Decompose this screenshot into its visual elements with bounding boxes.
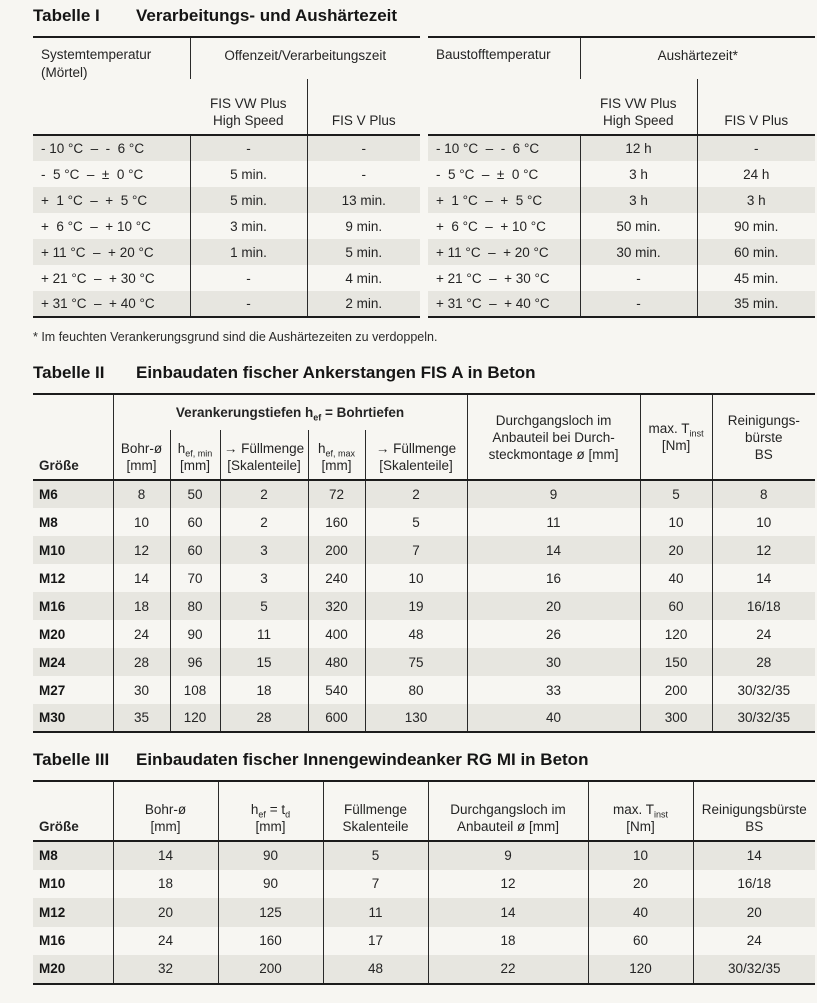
cell-value: 35 bbox=[113, 704, 170, 732]
cell-value: 12 bbox=[712, 536, 815, 564]
cell-value: 9 bbox=[467, 480, 640, 508]
col-header-aushaertezeit: Aushärtezeit* bbox=[580, 37, 815, 79]
cell-value: 1 min. bbox=[190, 239, 307, 265]
cell-value: 540 bbox=[308, 676, 365, 704]
cell-value: 50 bbox=[170, 480, 220, 508]
table-row bbox=[428, 291, 815, 317]
table3-body bbox=[33, 841, 815, 984]
cell-value: 11 bbox=[323, 898, 428, 927]
col-header-systemtemperatur: Systemtemperatur (Mörtel) bbox=[41, 47, 152, 80]
cell-value: 5 bbox=[365, 508, 467, 536]
cell-value: 160 bbox=[218, 927, 323, 956]
cell-value: 28 bbox=[113, 648, 170, 676]
col-header-hef-min: $h_{ef, min}$ [mm] bbox=[170, 430, 220, 480]
cell-value: 4 min. bbox=[307, 265, 420, 291]
cell-value: 300 bbox=[640, 704, 712, 732]
cell-value: 24 bbox=[693, 927, 815, 956]
cell-value: 40 bbox=[467, 704, 640, 732]
cell-value: 30/32/35 bbox=[712, 704, 815, 732]
table-row bbox=[33, 955, 815, 984]
table2-header bbox=[33, 394, 815, 480]
cell-value: - bbox=[190, 291, 307, 317]
cell-value: 60 min. bbox=[697, 239, 815, 265]
cell-value: 30/32/35 bbox=[712, 676, 815, 704]
cell-value: 18 bbox=[220, 676, 308, 704]
table1-right-header bbox=[428, 37, 815, 135]
table-row bbox=[33, 870, 815, 899]
row-label: + 1 °C – + 5 °C bbox=[41, 192, 148, 208]
cell-value: 16/18 bbox=[712, 592, 815, 620]
cell-value: 60 bbox=[640, 592, 712, 620]
cell-value: 30 min. bbox=[580, 239, 697, 265]
row-label: M20 bbox=[39, 626, 66, 642]
cell-value: 2 min. bbox=[307, 291, 420, 317]
table-row bbox=[428, 239, 815, 265]
cell-value: 5 min. bbox=[190, 161, 307, 187]
cell-value: 7 bbox=[323, 870, 428, 899]
table-row bbox=[33, 620, 815, 648]
cell-value: 60 bbox=[588, 927, 693, 956]
cell-value: 3 h bbox=[580, 161, 697, 187]
cell-value: 11 bbox=[467, 508, 640, 536]
cell-value: 5 min. bbox=[190, 187, 307, 213]
cell-value: 200 bbox=[308, 536, 365, 564]
table1-right bbox=[428, 36, 815, 318]
table-row bbox=[33, 213, 420, 239]
table-row bbox=[33, 265, 420, 291]
cell-value: 18 bbox=[113, 592, 170, 620]
table2-title bbox=[33, 363, 815, 383]
cell-value: 10 bbox=[588, 841, 693, 870]
table3-header bbox=[33, 781, 815, 841]
cell-value: 20 bbox=[113, 898, 218, 927]
table-row bbox=[428, 187, 815, 213]
row-label: M10 bbox=[39, 542, 66, 558]
cell-value: 3 min. bbox=[190, 213, 307, 239]
cell-value: 14 bbox=[428, 898, 588, 927]
cell-value: 72 bbox=[308, 480, 365, 508]
table-row bbox=[33, 927, 815, 956]
table-row bbox=[33, 841, 815, 870]
table3 bbox=[33, 780, 815, 985]
cell-value: 200 bbox=[218, 955, 323, 984]
table1-left-header bbox=[33, 37, 420, 135]
row-label: M8 bbox=[33, 841, 113, 870]
cell-value: 18 bbox=[113, 870, 218, 899]
row-label: + 6 °C – + 10 °C bbox=[436, 218, 546, 234]
cell-value: - bbox=[307, 135, 420, 161]
cell-value: 8 bbox=[712, 480, 815, 508]
table2-body bbox=[33, 480, 815, 732]
cell-value: 5 bbox=[323, 841, 428, 870]
table1-right-body bbox=[428, 135, 815, 317]
row-label: - 10 °C – - 6 °C bbox=[428, 135, 580, 161]
row-label: + 11 °C – + 20 °C bbox=[436, 244, 549, 260]
cell-value: 26 bbox=[467, 620, 640, 648]
cell-value: 10 bbox=[365, 564, 467, 592]
table1-container bbox=[33, 36, 815, 318]
table-row bbox=[33, 676, 815, 704]
cell-value: 20 bbox=[467, 592, 640, 620]
cell-value: 10 bbox=[640, 508, 712, 536]
cell-value: 30 bbox=[467, 648, 640, 676]
col-header-fuellmenge-max: → Füllmenge [Skalenteile] bbox=[365, 430, 467, 480]
row-label: + 1 °C – + 5 °C bbox=[436, 192, 543, 208]
table1-title bbox=[33, 6, 815, 26]
cell-value: 14 bbox=[113, 564, 170, 592]
col-header-fis-v-plus: FIS V Plus bbox=[697, 79, 815, 135]
col-header-fis-v-plus: FIS V Plus bbox=[307, 79, 420, 135]
cell-value: 7 bbox=[365, 536, 467, 564]
cell-value: 9 min. bbox=[307, 213, 420, 239]
col-header-durchgangsloch: Durchgangsloch im Anbauteil ø [mm] bbox=[428, 781, 588, 841]
cell-value: 17 bbox=[323, 927, 428, 956]
cell-value: 50 min. bbox=[580, 213, 697, 239]
cell-value: 24 bbox=[113, 620, 170, 648]
col-header-groesse: Größe bbox=[33, 394, 113, 480]
col-header-groesse: Größe bbox=[39, 819, 79, 834]
cell-value: 3 h bbox=[697, 187, 815, 213]
table-row bbox=[33, 704, 815, 732]
cell-value: 2 bbox=[365, 480, 467, 508]
table-row bbox=[33, 187, 420, 213]
cell-value: - bbox=[697, 135, 815, 161]
col-header-reinigungsbuerste: Reinigungsbürste BS bbox=[693, 781, 815, 841]
table1-title-label: Tabelle I bbox=[33, 6, 100, 25]
cell-value: 2 bbox=[220, 508, 308, 536]
cell-value: 10 bbox=[113, 508, 170, 536]
cell-value: 70 bbox=[170, 564, 220, 592]
col-header-hef-td: $h_{ef} = t_d$ [mm] bbox=[218, 781, 323, 841]
cell-value: - bbox=[190, 135, 307, 161]
cell-value: - bbox=[307, 161, 420, 187]
cell-value: 24 h bbox=[697, 161, 815, 187]
cell-value: 96 bbox=[170, 648, 220, 676]
cell-value: 80 bbox=[365, 676, 467, 704]
cell-value: 40 bbox=[588, 898, 693, 927]
cell-value: 2 bbox=[220, 480, 308, 508]
cell-value: 16 bbox=[467, 564, 640, 592]
row-label: + 21 °C – + 30 °C bbox=[436, 270, 550, 286]
cell-value: 108 bbox=[170, 676, 220, 704]
row-label: + 21 °C – + 30 °C bbox=[41, 270, 155, 286]
cell-value: 16/18 bbox=[693, 870, 815, 899]
cell-value: 14 bbox=[693, 841, 815, 870]
table2-title-text: Einbaudaten fischer Ankerstangen FIS A in Beton bbox=[136, 363, 536, 382]
cell-value: 240 bbox=[308, 564, 365, 592]
cell-value: 20 bbox=[640, 536, 712, 564]
cell-value: 8 bbox=[113, 480, 170, 508]
cell-value: 12 bbox=[428, 870, 588, 899]
row-label: + 11 °C – + 20 °C bbox=[41, 244, 154, 260]
cell-value: 60 bbox=[170, 536, 220, 564]
row-label: - 10 °C – - 6 °C bbox=[33, 135, 190, 161]
table-row bbox=[33, 480, 815, 508]
col-header-hef-max: $h_{ef, max}$ [mm] bbox=[308, 430, 365, 480]
cell-value: 60 bbox=[170, 508, 220, 536]
cell-value: 130 bbox=[365, 704, 467, 732]
table-row bbox=[33, 161, 420, 187]
cell-value: 400 bbox=[308, 620, 365, 648]
cell-value: 12 bbox=[113, 536, 170, 564]
row-label: M27 bbox=[39, 682, 66, 698]
table-row bbox=[33, 592, 815, 620]
cell-value: 14 bbox=[467, 536, 640, 564]
row-label: + 31 °C – + 40 °C bbox=[33, 291, 190, 317]
col-header-fuellmenge: Füllmenge Skalenteile bbox=[323, 781, 428, 841]
col-header-verankerungstiefen: Verankerungstiefen $h_{ef}$ = Bohrtiefen bbox=[175, 405, 405, 423]
cell-value: 5 min. bbox=[307, 239, 420, 265]
row-label: - 5 °C – ± 0 °C bbox=[436, 166, 539, 182]
cell-value: 160 bbox=[308, 508, 365, 536]
cell-value: - bbox=[580, 291, 697, 317]
cell-value: 120 bbox=[588, 955, 693, 984]
col-header-baustofftemperatur: Baustofftemperatur bbox=[436, 47, 551, 62]
row-label: + 31 °C – + 40 °C bbox=[428, 291, 580, 317]
table3-title-text: Einbaudaten fischer Innengewindeanker RG MI in Beton bbox=[136, 750, 589, 769]
table-row bbox=[33, 648, 815, 676]
table-row bbox=[33, 291, 420, 317]
row-label: M8 bbox=[39, 514, 58, 530]
cell-value: 20 bbox=[693, 898, 815, 927]
cell-value: 600 bbox=[308, 704, 365, 732]
cell-value: 75 bbox=[365, 648, 467, 676]
cell-value: 90 min. bbox=[697, 213, 815, 239]
cell-value: 30 bbox=[113, 676, 170, 704]
table-row bbox=[428, 135, 815, 161]
cell-value: 14 bbox=[712, 564, 815, 592]
cell-value: 480 bbox=[308, 648, 365, 676]
cell-value: 35 min. bbox=[697, 291, 815, 317]
cell-value: 30/32/35 bbox=[693, 955, 815, 984]
cell-value: 24 bbox=[712, 620, 815, 648]
cell-value: 5 bbox=[220, 592, 308, 620]
col-header-durchgangsloch: Durchgangsloch im Anbauteil bei Durch- steckmontage ø [mm] bbox=[467, 394, 640, 480]
table-row bbox=[33, 564, 815, 592]
row-label: M6 bbox=[33, 480, 113, 508]
table2-title-label: Tabelle II bbox=[33, 363, 105, 382]
cell-value: 125 bbox=[218, 898, 323, 927]
cell-value: 19 bbox=[365, 592, 467, 620]
row-label: + 6 °C – + 10 °C bbox=[41, 218, 151, 234]
row-label: M16 bbox=[39, 598, 66, 614]
table-row bbox=[33, 508, 815, 536]
cell-value: 3 bbox=[220, 564, 308, 592]
cell-value: 120 bbox=[640, 620, 712, 648]
cell-value: 200 bbox=[640, 676, 712, 704]
row-label: M20 bbox=[33, 955, 113, 984]
table-row bbox=[33, 239, 420, 265]
cell-value: 320 bbox=[308, 592, 365, 620]
col-header-bohr: Bohr-ø [mm] bbox=[120, 441, 163, 473]
cell-value: 13 min. bbox=[307, 187, 420, 213]
row-label: M10 bbox=[39, 876, 66, 892]
table1-left bbox=[33, 36, 420, 318]
table-row bbox=[33, 135, 420, 161]
cell-value: 48 bbox=[365, 620, 467, 648]
row-label: - 5 °C – ± 0 °C bbox=[41, 166, 144, 182]
cell-value: 32 bbox=[113, 955, 218, 984]
cell-value: 12 h bbox=[580, 135, 697, 161]
cell-value: 90 bbox=[170, 620, 220, 648]
cell-value: 48 bbox=[323, 955, 428, 984]
table3-title bbox=[33, 750, 815, 770]
table-row bbox=[33, 898, 815, 927]
cell-value: 14 bbox=[113, 841, 218, 870]
table-row bbox=[428, 213, 815, 239]
col-header-offenzeit: Offenzeit/Verarbeitungszeit bbox=[190, 37, 420, 79]
cell-value: 11 bbox=[220, 620, 308, 648]
row-label: M24 bbox=[39, 654, 66, 670]
cell-value: 90 bbox=[218, 870, 323, 899]
table1-title-text: Verarbeitungs- und Aushärtezeit bbox=[136, 6, 398, 25]
table-row bbox=[33, 536, 815, 564]
row-label: M12 bbox=[39, 904, 66, 920]
cell-value: - bbox=[580, 265, 697, 291]
cell-value: 90 bbox=[218, 841, 323, 870]
row-label: M30 bbox=[33, 704, 113, 732]
cell-value: 33 bbox=[467, 676, 640, 704]
table2 bbox=[33, 393, 815, 733]
cell-value: 10 bbox=[712, 508, 815, 536]
cell-value: 80 bbox=[170, 592, 220, 620]
cell-value: 120 bbox=[170, 704, 220, 732]
cell-value: 45 min. bbox=[697, 265, 815, 291]
cell-value: 28 bbox=[220, 704, 308, 732]
row-label: M16 bbox=[39, 933, 66, 949]
row-label: M12 bbox=[39, 570, 66, 586]
cell-value: - bbox=[190, 265, 307, 291]
table1-left-body bbox=[33, 135, 420, 317]
cell-value: 150 bbox=[640, 648, 712, 676]
col-header-fis-vw-plus: FIS VW Plus High Speed bbox=[209, 96, 287, 128]
col-header-max-tinst: max. $T_{inst}$ [Nm] bbox=[588, 781, 693, 841]
col-header-fuellmenge-min: → Füllmenge [Skalenteile] bbox=[220, 430, 308, 480]
cell-value: 24 bbox=[113, 927, 218, 956]
cell-value: 22 bbox=[428, 955, 588, 984]
cell-value: 40 bbox=[640, 564, 712, 592]
col-header-fis-vw-plus: FIS VW Plus High Speed bbox=[600, 96, 677, 128]
cell-value: 15 bbox=[220, 648, 308, 676]
table1-footnote: * Im feuchten Verankerungsgrund sind die Aushärtezeiten zu verdoppeln. bbox=[33, 330, 438, 344]
cell-value: 28 bbox=[712, 648, 815, 676]
table3-title-label: Tabelle III bbox=[33, 750, 110, 769]
col-header-max-tinst: max. $T_{inst}$ [Nm] bbox=[640, 394, 712, 480]
col-header-reinigungsbuerste: Reinigungs- bürste BS bbox=[712, 394, 815, 480]
cell-value: 9 bbox=[428, 841, 588, 870]
cell-value: 5 bbox=[640, 480, 712, 508]
cell-value: 18 bbox=[428, 927, 588, 956]
col-header-bohr: Bohr-ø [mm] bbox=[113, 781, 218, 841]
cell-value: 3 bbox=[220, 536, 308, 564]
table-row bbox=[428, 161, 815, 187]
cell-value: 3 h bbox=[580, 187, 697, 213]
table-row bbox=[428, 265, 815, 291]
cell-value: 20 bbox=[588, 870, 693, 899]
